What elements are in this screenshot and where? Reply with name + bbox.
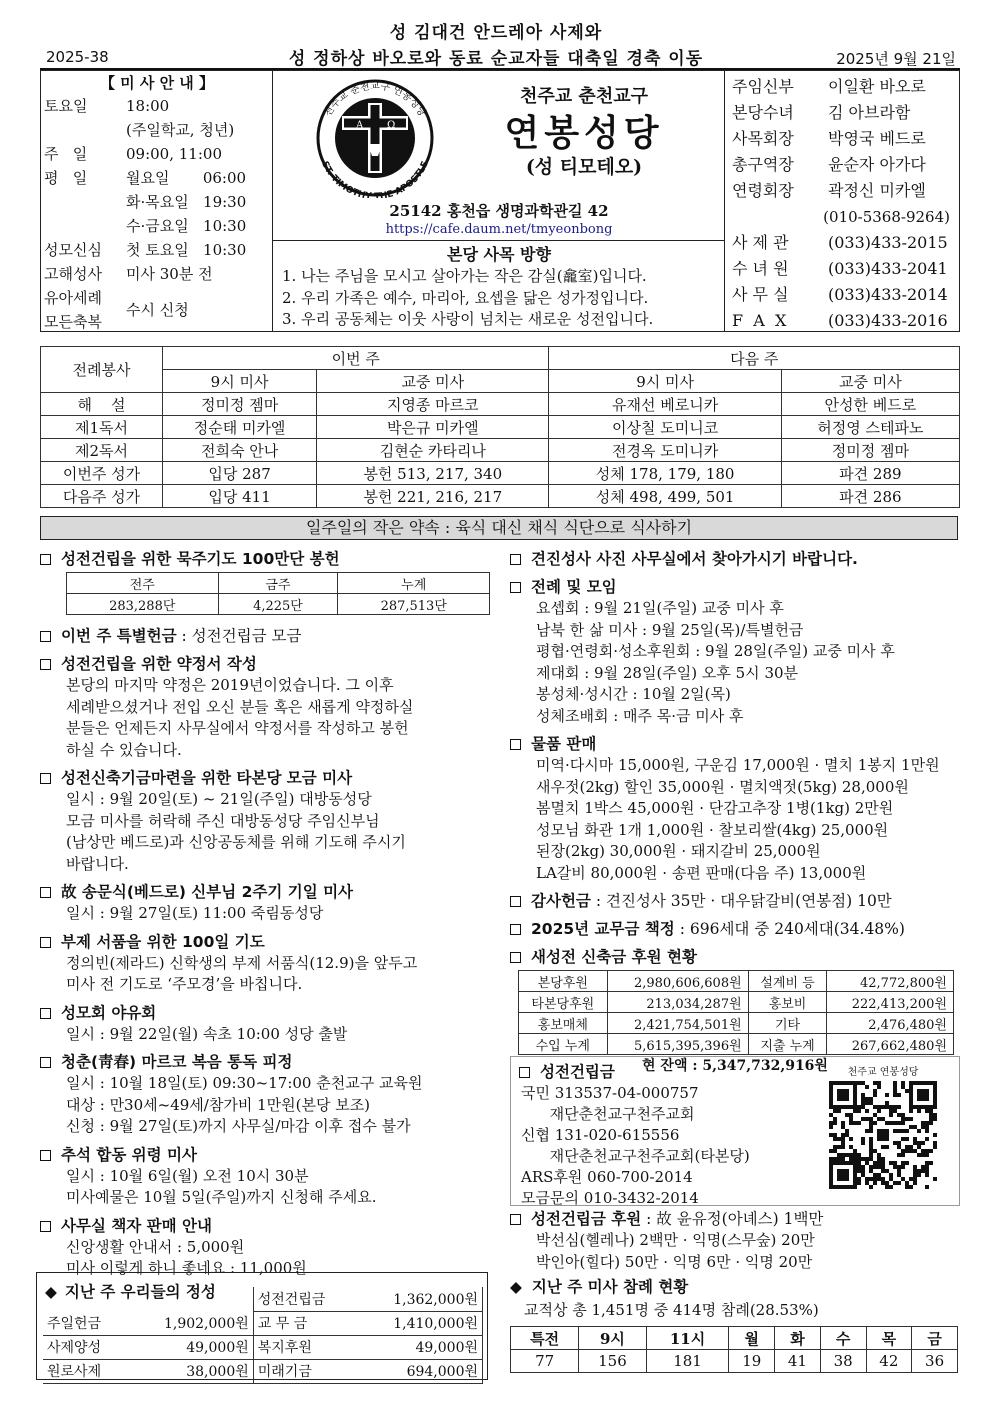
- fund-cell: 5,615,395,396원: [607, 1034, 748, 1055]
- attendance-table: [510, 1326, 958, 1373]
- staff-list: [732, 74, 958, 334]
- offering-cell: [127, 1287, 253, 1311]
- notice-section: [40, 1002, 496, 1046]
- mass-row: [44, 190, 270, 214]
- attendance-summary: 교적상 총 1,451명 중 414명 참례(28.53%): [524, 1301, 819, 1319]
- fund-cell: 수입 누계: [519, 1034, 608, 1055]
- liturgy-cell: 입당 287: [163, 462, 317, 485]
- fund-balance: 현 잔액 : 5,347,732,916원: [642, 1058, 828, 1074]
- rosary-header: 누계: [338, 573, 490, 594]
- offering-box: [36, 1272, 488, 1380]
- mass-row: [44, 238, 270, 262]
- weekly-promise: 일주일의 작은 약속 : 육식 대신 채식 식단으로 식사하기: [40, 516, 958, 540]
- liturgy-row-label: 이번주 성가: [41, 462, 163, 485]
- notice-heading: [510, 548, 960, 570]
- left-column: [40, 548, 496, 1286]
- offering-cell: [43, 1287, 127, 1311]
- checkbox-icon: [40, 773, 51, 784]
- offering-cell: 694,000원: [356, 1359, 482, 1383]
- staff-role: 주임신부: [732, 77, 794, 96]
- notice-heading: [40, 881, 496, 903]
- col-header: 교중 미사: [781, 370, 959, 393]
- notice-text: 미역·다시마 15,000원, 구운김 17,000원 · 멸치 1봉지 1만원 새우젓(2kg) 할인 35,000원 · 멸치액젓(5kg) 28,000원 봄멸치 1박스 45,000원 · 단감고추장 1병(1kg) 2만원 성모님 화관 1개 1,000원 · 찰보리쌀(4kg) 25,000원 된장(2kg) 30,000원 · 돼지갈비 25,000원 LA갈비 80,000원 · 송편 판매(다음 주) 13,000원: [536, 756, 940, 882]
- offering-cell: 미래기금: [253, 1359, 356, 1383]
- issue-date: 2025년 9월 21일: [836, 50, 956, 68]
- rosary-header: 전주: [67, 573, 219, 594]
- liturgy-cell: 유재선 베로니카: [549, 393, 781, 416]
- attendance-value: 41: [775, 1350, 821, 1373]
- notice-text: 일시 : 10월 18일(토) 09:30~17:00 춘천교구 교육원 대상 : 만30세~49세/참가비 1만원(본당 보조) 신청 : 9월 27일(토)까지 사무실/마감 이후 접수 불가: [66, 1074, 423, 1135]
- col-header: 9시 미사: [549, 370, 781, 393]
- staff-row: [732, 126, 958, 152]
- contact-phone: (033)433-2041: [828, 259, 948, 278]
- building-line: ARS후원 060-700-2014: [521, 1168, 693, 1186]
- liturgy-cell: 정순태 미카엘: [163, 416, 317, 439]
- donation-title: 성전건립금 후원: [531, 1210, 642, 1228]
- diamond-icon: ◆: [45, 1283, 57, 1301]
- staff-role: 연령회장: [732, 181, 794, 200]
- contact-phone: (033)433-2016: [828, 311, 948, 330]
- mass-request: 수시 신청: [126, 301, 189, 319]
- contact-label: 사 무 실: [732, 285, 789, 304]
- notice-title: 故 송문식(베드로) 신부님 2주기 기일 미사: [61, 883, 354, 901]
- mass-row: [44, 94, 270, 118]
- attendance-header: 11시: [646, 1327, 729, 1350]
- rosary-value: 4,225단: [218, 594, 338, 615]
- offering-row: [43, 1287, 483, 1311]
- notice-title: 사무실 책자 판매 안내: [61, 1216, 212, 1235]
- mass-day: 고해성사: [44, 265, 102, 283]
- issue-number: 2025-38: [46, 48, 109, 66]
- liturgy-cell: 정미정 젬마: [163, 393, 317, 416]
- notice-title: 성전건립을 위한 약정서 작성: [61, 655, 257, 673]
- checkbox-icon: [40, 887, 51, 898]
- fund-cell: 홍보비: [748, 992, 827, 1013]
- attendance-section: [510, 1276, 960, 1373]
- notice-title: 성전신축기금마련을 위한 타본당 모금 미사: [61, 769, 353, 787]
- notice-title: 이번 주 특별헌금: [61, 627, 177, 645]
- mass-day: 주 일: [44, 145, 88, 163]
- qr-label: 천주교 연봉성당: [847, 1067, 919, 1078]
- mass-row: [44, 286, 270, 319]
- header-line2: 성 정하상 바오로와 동료 순교자들 대축일 경축 이동: [288, 49, 704, 69]
- notice-heading: [40, 1051, 496, 1073]
- notice-inline: : 696세대 중 240세대(34.48%): [674, 920, 905, 938]
- direction-item: 3. 우리 공동체는 이웃 사랑이 넘치는 새로운 성전입니다.: [282, 310, 654, 328]
- notice-heading: [40, 1144, 496, 1166]
- notice-section: [40, 653, 496, 761]
- mass-row: [44, 262, 270, 286]
- notice-section: [510, 548, 960, 570]
- offering-cell: 49,000원: [356, 1335, 482, 1359]
- liturgy-row: [41, 462, 960, 485]
- fund-row: [519, 992, 954, 1013]
- notice-text: 정의빈(제라드) 신학생의 부제 서품식(12.9)을 앞두고 미사 전 기도로 ‘주모경’을 바칩니다.: [66, 953, 418, 993]
- mass-day: 유아세례: [44, 289, 102, 307]
- liturgy-cell: 파견 286: [781, 485, 959, 508]
- liturgy-cell: 성체 178, 179, 180: [549, 462, 781, 485]
- offering-cell: 원로사제: [43, 1359, 127, 1383]
- offering-row: [43, 1359, 483, 1383]
- notice-text: 일시 : 10월 6일(월) 오전 10시 30분 미사예물은 10월 5일(주일)까지 신청해 주세요.: [66, 1166, 377, 1206]
- notice-heading: [40, 1215, 496, 1237]
- notice-title: 감사헌금: [531, 892, 591, 910]
- fund-cell: 2,476,480원: [827, 1013, 954, 1034]
- notice-heading: [510, 890, 960, 912]
- mass-time: 수·금요일 10:30: [126, 217, 247, 235]
- rosary-value: 287,513단: [338, 594, 490, 615]
- liturgy-cell: 전경옥 도미니카: [549, 439, 781, 462]
- checkbox-icon: [40, 1150, 51, 1161]
- notice-title: 부제 서품을 위한 100일 기도: [61, 932, 265, 951]
- mass-row: [44, 166, 270, 190]
- attendance-value: 77: [511, 1350, 579, 1373]
- liturgy-cell: 전희숙 안나: [163, 439, 317, 462]
- svg-text:천주교 춘천교구 연봉성당: 천주교 춘천교구 연봉성당: [322, 81, 428, 119]
- right-column: [510, 548, 960, 1083]
- fund-row: [519, 971, 954, 992]
- notice-section: [40, 1051, 496, 1138]
- notice-heading: [40, 1002, 496, 1024]
- mass-time: 첫 토요일 10:30: [126, 241, 247, 259]
- rosary-table: [66, 572, 490, 615]
- building-line: 국민 313537-04-000757: [521, 1084, 699, 1102]
- attendance-value: 19: [729, 1350, 775, 1373]
- mass-day: 모든축복: [44, 313, 102, 331]
- svg-text:A: A: [356, 120, 364, 131]
- checkbox-icon: [510, 739, 521, 750]
- notice-text: 일시 : 9월 27일(토) 11:00 죽림동성당: [66, 904, 324, 922]
- staff-role: 사목회장: [732, 129, 794, 148]
- notice-text: 요셉회 : 9월 21일(주일) 교중 미사 후 남북 한 삶 미사 : 9월 25일(목)/특별헌금 평협·연령회·성소후원회 : 9월 28일(주일) 교중 미사 후 제대회 : 9월 28일(주일) 오후 5시 30분 봉성체·성시간 : 10월 2일(목) 성체조배회 : 매주 목·금 미사 후: [536, 599, 895, 725]
- donation-inline: : 故 윤유정(아녜스) 1백만: [641, 1210, 824, 1228]
- fund-cell: 설계비 등: [748, 971, 827, 992]
- notice-title: 2025년 교무금 책정: [531, 920, 675, 938]
- checkbox-icon: [510, 1214, 521, 1225]
- liturgy-row-label: 해 설: [41, 393, 163, 416]
- liturgy-cell: 파견 289: [781, 462, 959, 485]
- contact-row: [732, 308, 958, 334]
- checkbox-icon: [40, 631, 51, 642]
- diamond-icon: ◆: [510, 1278, 522, 1296]
- notice-section: [510, 576, 960, 727]
- staff-name: 김 아브라함: [828, 103, 911, 122]
- notice-title: 성모회 야유회: [61, 1003, 157, 1022]
- liturgy-row-label: 제1독서: [41, 416, 163, 439]
- contact-label: F A X: [732, 311, 787, 330]
- direction-item: 2. 우리 가족은 예수, 마리아, 요셉을 닮은 성가정입니다.: [282, 288, 649, 307]
- svg-text:ST. TIMOTHY THE APOSTLE: ST. TIMOTHY THE APOSTLE: [319, 159, 431, 198]
- building-line: 재단춘천교구천주교회: [521, 1105, 695, 1123]
- mass-day: 평 일: [44, 169, 88, 187]
- mass-day: [44, 214, 126, 238]
- staff-name: 윤순자 아가다: [828, 155, 926, 174]
- this-week-header: 이번 주: [163, 347, 549, 370]
- contact-label: 수 녀 원: [732, 259, 789, 278]
- checkbox-icon: [510, 896, 521, 907]
- attendance-value: 156: [579, 1350, 646, 1373]
- fund-cell: 홍보매체: [519, 1013, 608, 1034]
- checkbox-icon: [40, 1221, 51, 1232]
- notice-section: [510, 733, 960, 884]
- notice-section: [510, 890, 960, 912]
- notice-title: 추석 합동 위령 미사: [61, 1145, 197, 1164]
- liturgy-cell: 박은규 미카엘: [317, 416, 549, 439]
- mass-row: [44, 118, 270, 142]
- header-line1: 성 김대건 안드레아 사제와: [389, 23, 603, 43]
- notice-title: 전례 및 모임: [531, 578, 617, 596]
- donation-text: 박선심(헬레나) 2백만 · 익명(스무숲) 20만 박인아(힐다) 50만 · 익명 6만 · 익명 20만: [536, 1231, 815, 1271]
- attendance-header: 화: [775, 1327, 821, 1350]
- notice-heading: [510, 733, 960, 755]
- mass-day: [44, 118, 126, 142]
- notice-section: [40, 881, 496, 925]
- notice-inline: : 성전건립금 모금: [176, 627, 302, 645]
- next-week-header: 다음 주: [549, 347, 960, 370]
- fund-cell: 2,421,754,501원: [607, 1013, 748, 1034]
- attendance-value: 38: [820, 1350, 866, 1373]
- mass-guide-title: 【 미 사 안 내 】: [99, 74, 215, 92]
- offering-cell: 1,902,000원: [127, 1311, 253, 1335]
- rosary-header: 금주: [218, 573, 338, 594]
- attendance-value: 181: [646, 1350, 729, 1373]
- contact-row: [732, 282, 958, 308]
- attendance-header: 9시: [579, 1327, 646, 1350]
- parish-url[interactable]: https://cafe.daum.net/tmyeonbong: [385, 222, 613, 237]
- fund-cell: 지출 누계: [748, 1034, 827, 1055]
- checkbox-icon: [510, 582, 521, 593]
- parish-address: 25142 홍천읍 생명과학관길 42: [389, 202, 609, 220]
- liturgy-table: [40, 346, 960, 508]
- building-line: 신협 131-020-615556: [521, 1126, 680, 1144]
- notice-section: [40, 625, 496, 647]
- notice-heading: [40, 767, 496, 789]
- attendance-header: 금: [912, 1327, 958, 1350]
- checkbox-icon: [519, 1067, 530, 1078]
- staff-row: [732, 100, 958, 126]
- notice-section: [40, 1144, 496, 1209]
- offering-cell: 복지후원: [253, 1335, 356, 1359]
- checkbox-icon: [40, 937, 51, 948]
- mass-time: 미사 30분 전: [126, 265, 213, 283]
- building-line: 재단춘천교구천주교회(타본당): [521, 1147, 750, 1165]
- parish-logo: [300, 78, 450, 198]
- notice-heading: [510, 576, 960, 598]
- liturgy-row-label: 제2독서: [41, 439, 163, 462]
- notice-heading: [510, 918, 960, 940]
- mass-row: [44, 142, 270, 166]
- liturgy-row: [41, 485, 960, 508]
- liturgy-cell: 봉헌 221, 216, 217: [317, 485, 549, 508]
- mass-day: 성모신심: [44, 241, 102, 259]
- offering-cell: 성전건립금: [253, 1287, 356, 1311]
- fund-table: [518, 970, 954, 1055]
- offering-cell: 1,362,000원: [356, 1287, 482, 1311]
- staff-role: 본당수녀: [732, 103, 794, 122]
- notice-section: [40, 1215, 496, 1280]
- rosary-value: 283,288단: [67, 594, 219, 615]
- direction-title: 본당 사목 방향: [447, 245, 551, 264]
- attendance-header: 특전: [511, 1327, 579, 1350]
- parish-name: 연봉성당: [504, 112, 664, 154]
- offering-table: [43, 1287, 483, 1384]
- fund-row: [519, 1013, 954, 1034]
- checkbox-icon: [40, 554, 51, 565]
- checkbox-icon: [40, 1057, 51, 1068]
- staff-name: 박영국 베드로: [828, 129, 926, 148]
- liturgy-label: 전례봉사: [41, 347, 163, 393]
- svg-text:Ω: Ω: [387, 120, 396, 131]
- fund-cell: 본당후원: [519, 971, 608, 992]
- notice-inline: : 견진성사 35만 · 대우닭갈비(연봉점) 10만: [590, 892, 892, 910]
- notice-title: 청춘(靑春) 마르코 복음 통독 피정: [61, 1053, 293, 1071]
- liturgy-cell: 입당 411: [163, 485, 317, 508]
- offering-title: 지난 주 우리들의 정성: [64, 1283, 216, 1301]
- contact-label: 사 제 관: [732, 233, 789, 252]
- staff-row: [732, 74, 958, 100]
- fund-row: [519, 1034, 954, 1055]
- col-header: 교중 미사: [317, 370, 549, 393]
- checkbox-icon: [510, 952, 521, 963]
- notice-heading: [40, 653, 496, 675]
- checkbox-icon: [40, 1008, 51, 1019]
- contact-row: [732, 256, 958, 282]
- liturgy-cell: 지영종 마르코: [317, 393, 549, 416]
- building-title: 성전건립금: [540, 1063, 615, 1081]
- attendance-header: 수: [820, 1327, 866, 1350]
- mass-time: (주일학교, 청년): [126, 121, 235, 139]
- fund-cell: 기타: [748, 1013, 827, 1034]
- staff-name: 곽정신 미카엘: [828, 181, 926, 200]
- contact-row: [732, 230, 958, 256]
- direction-item: 1. 나는 주님을 모시고 살아가는 작은 감실(龕室)입니다.: [282, 267, 647, 285]
- checkbox-icon: [40, 659, 51, 670]
- mass-row: [44, 214, 270, 238]
- liturgy-row-label: 다음주 성가: [41, 485, 163, 508]
- fund-title: 새성전 신축금 후원 현황: [531, 948, 697, 966]
- notice-text: 일시 : 9월 22일(월) 속초 10:00 성당 출발: [66, 1024, 348, 1043]
- notice-text: 신앙생활 안내서 : 5,000원 미사 이렇게 하니 좋네요 : 11,000원: [66, 1237, 307, 1277]
- fund-cell: 42,772,800원: [827, 971, 954, 992]
- notice-title: 견진성사 사진 사무실에서 찾아가시기 바랍니다.: [531, 550, 858, 568]
- attendance-title: 지난 주 미사 참례 현황: [531, 1278, 689, 1296]
- liturgy-cell: 정미정 젬마: [781, 439, 959, 462]
- offering-row: [43, 1311, 483, 1335]
- notice-section: [40, 767, 496, 875]
- notice-heading: [40, 625, 496, 647]
- building-line: 모금문의 010-3432-2014: [521, 1189, 699, 1207]
- notice-text: 일시 : 9월 20일(토) ~ 21일(주일) 대방동성당 모금 미사를 허락해 주신 대방동성당 주임신부님 (남상만 베드로)과 신앙공동체를 위해 기도해 주시기 바랍니다.: [66, 790, 406, 873]
- mass-time: 화·목요일 19:30: [126, 193, 247, 211]
- offering-row: [43, 1335, 483, 1359]
- contact-phone: (033)433-2014: [828, 285, 948, 304]
- fund-cell: 222,413,200원: [827, 992, 954, 1013]
- diocese-name: 천주교 춘천교구: [520, 86, 648, 107]
- notice-section: [510, 918, 960, 940]
- staff-row: [732, 178, 958, 204]
- attendance-header: 목: [866, 1327, 912, 1350]
- liturgy-cell: 김현순 카타리나: [317, 439, 549, 462]
- staff-name: 이일환 바오로: [828, 77, 926, 96]
- notice-heading: [40, 931, 496, 953]
- mass-time: 09:00, 11:00: [126, 145, 222, 163]
- rosary-title: 성전건립을 위한 묵주기도 100만단 봉헌: [61, 550, 340, 568]
- mass-guide: [44, 72, 270, 334]
- offering-cell: 49,000원: [127, 1335, 253, 1359]
- offering-cell: 교 무 금: [253, 1311, 356, 1335]
- liturgy-row: [41, 439, 960, 462]
- liturgy-cell: 이상칠 도미니코: [549, 416, 781, 439]
- building-box: [510, 1056, 960, 1206]
- liturgy-cell: 안성한 베드로: [781, 393, 959, 416]
- offering-cell: 사제양성: [43, 1335, 127, 1359]
- attendance-value: 42: [866, 1350, 912, 1373]
- checkbox-icon: [510, 924, 521, 935]
- liturgy-cell: 허정영 스테파노: [781, 416, 959, 439]
- mass-time: 월요일 06:00: [126, 169, 247, 187]
- attendance-header: 월: [729, 1327, 775, 1350]
- checkbox-icon: [510, 554, 521, 565]
- fund-cell: 타본당후원: [519, 992, 608, 1013]
- notice-section: [40, 931, 496, 996]
- notice-title: 물품 판매: [531, 735, 597, 753]
- fund-cell: 267,662,480원: [827, 1034, 954, 1055]
- staff-role: 총구역장: [732, 155, 794, 174]
- liturgy-row: [41, 416, 960, 439]
- offering-cell: 1,410,000원: [356, 1311, 482, 1335]
- mass-time: 18:00: [126, 97, 170, 115]
- direction-list: [282, 266, 722, 331]
- logo-ring-text: [300, 78, 450, 198]
- mass-day: [44, 190, 126, 214]
- liturgy-cell: 봉헌 513, 217, 340: [317, 462, 549, 485]
- notice-text: 본당의 마지막 약정은 2019년이었습니다. 그 이후 세례받으셨거나 전입 오신 분들 혹은 새롭게 약정하실 분들은 언제든지 사무실에서 약정서를 작성하고 봉헌 하실 수 있습니다.: [66, 676, 414, 759]
- qr-code[interactable]: [829, 1081, 937, 1189]
- donation-section: [510, 1208, 960, 1273]
- fund-cell: 2,980,606,608원: [607, 971, 748, 992]
- contact-phone: (033)433-2015: [828, 233, 948, 252]
- liturgy-cell: 성체 498, 499, 501: [549, 485, 781, 508]
- parish-patron: (성 티모테오): [525, 156, 643, 178]
- col-header: 9시 미사: [163, 370, 317, 393]
- staff-phone: (010-5368-9264): [823, 208, 950, 226]
- offering-cell: 주일헌금: [43, 1311, 127, 1335]
- liturgy-row: [41, 393, 960, 416]
- attendance-value: 36: [912, 1350, 958, 1373]
- fund-cell: 213,034,287원: [607, 992, 748, 1013]
- offering-cell: 38,000원: [127, 1359, 253, 1383]
- staff-row: [732, 152, 958, 178]
- mass-day: 토요일: [44, 97, 88, 115]
